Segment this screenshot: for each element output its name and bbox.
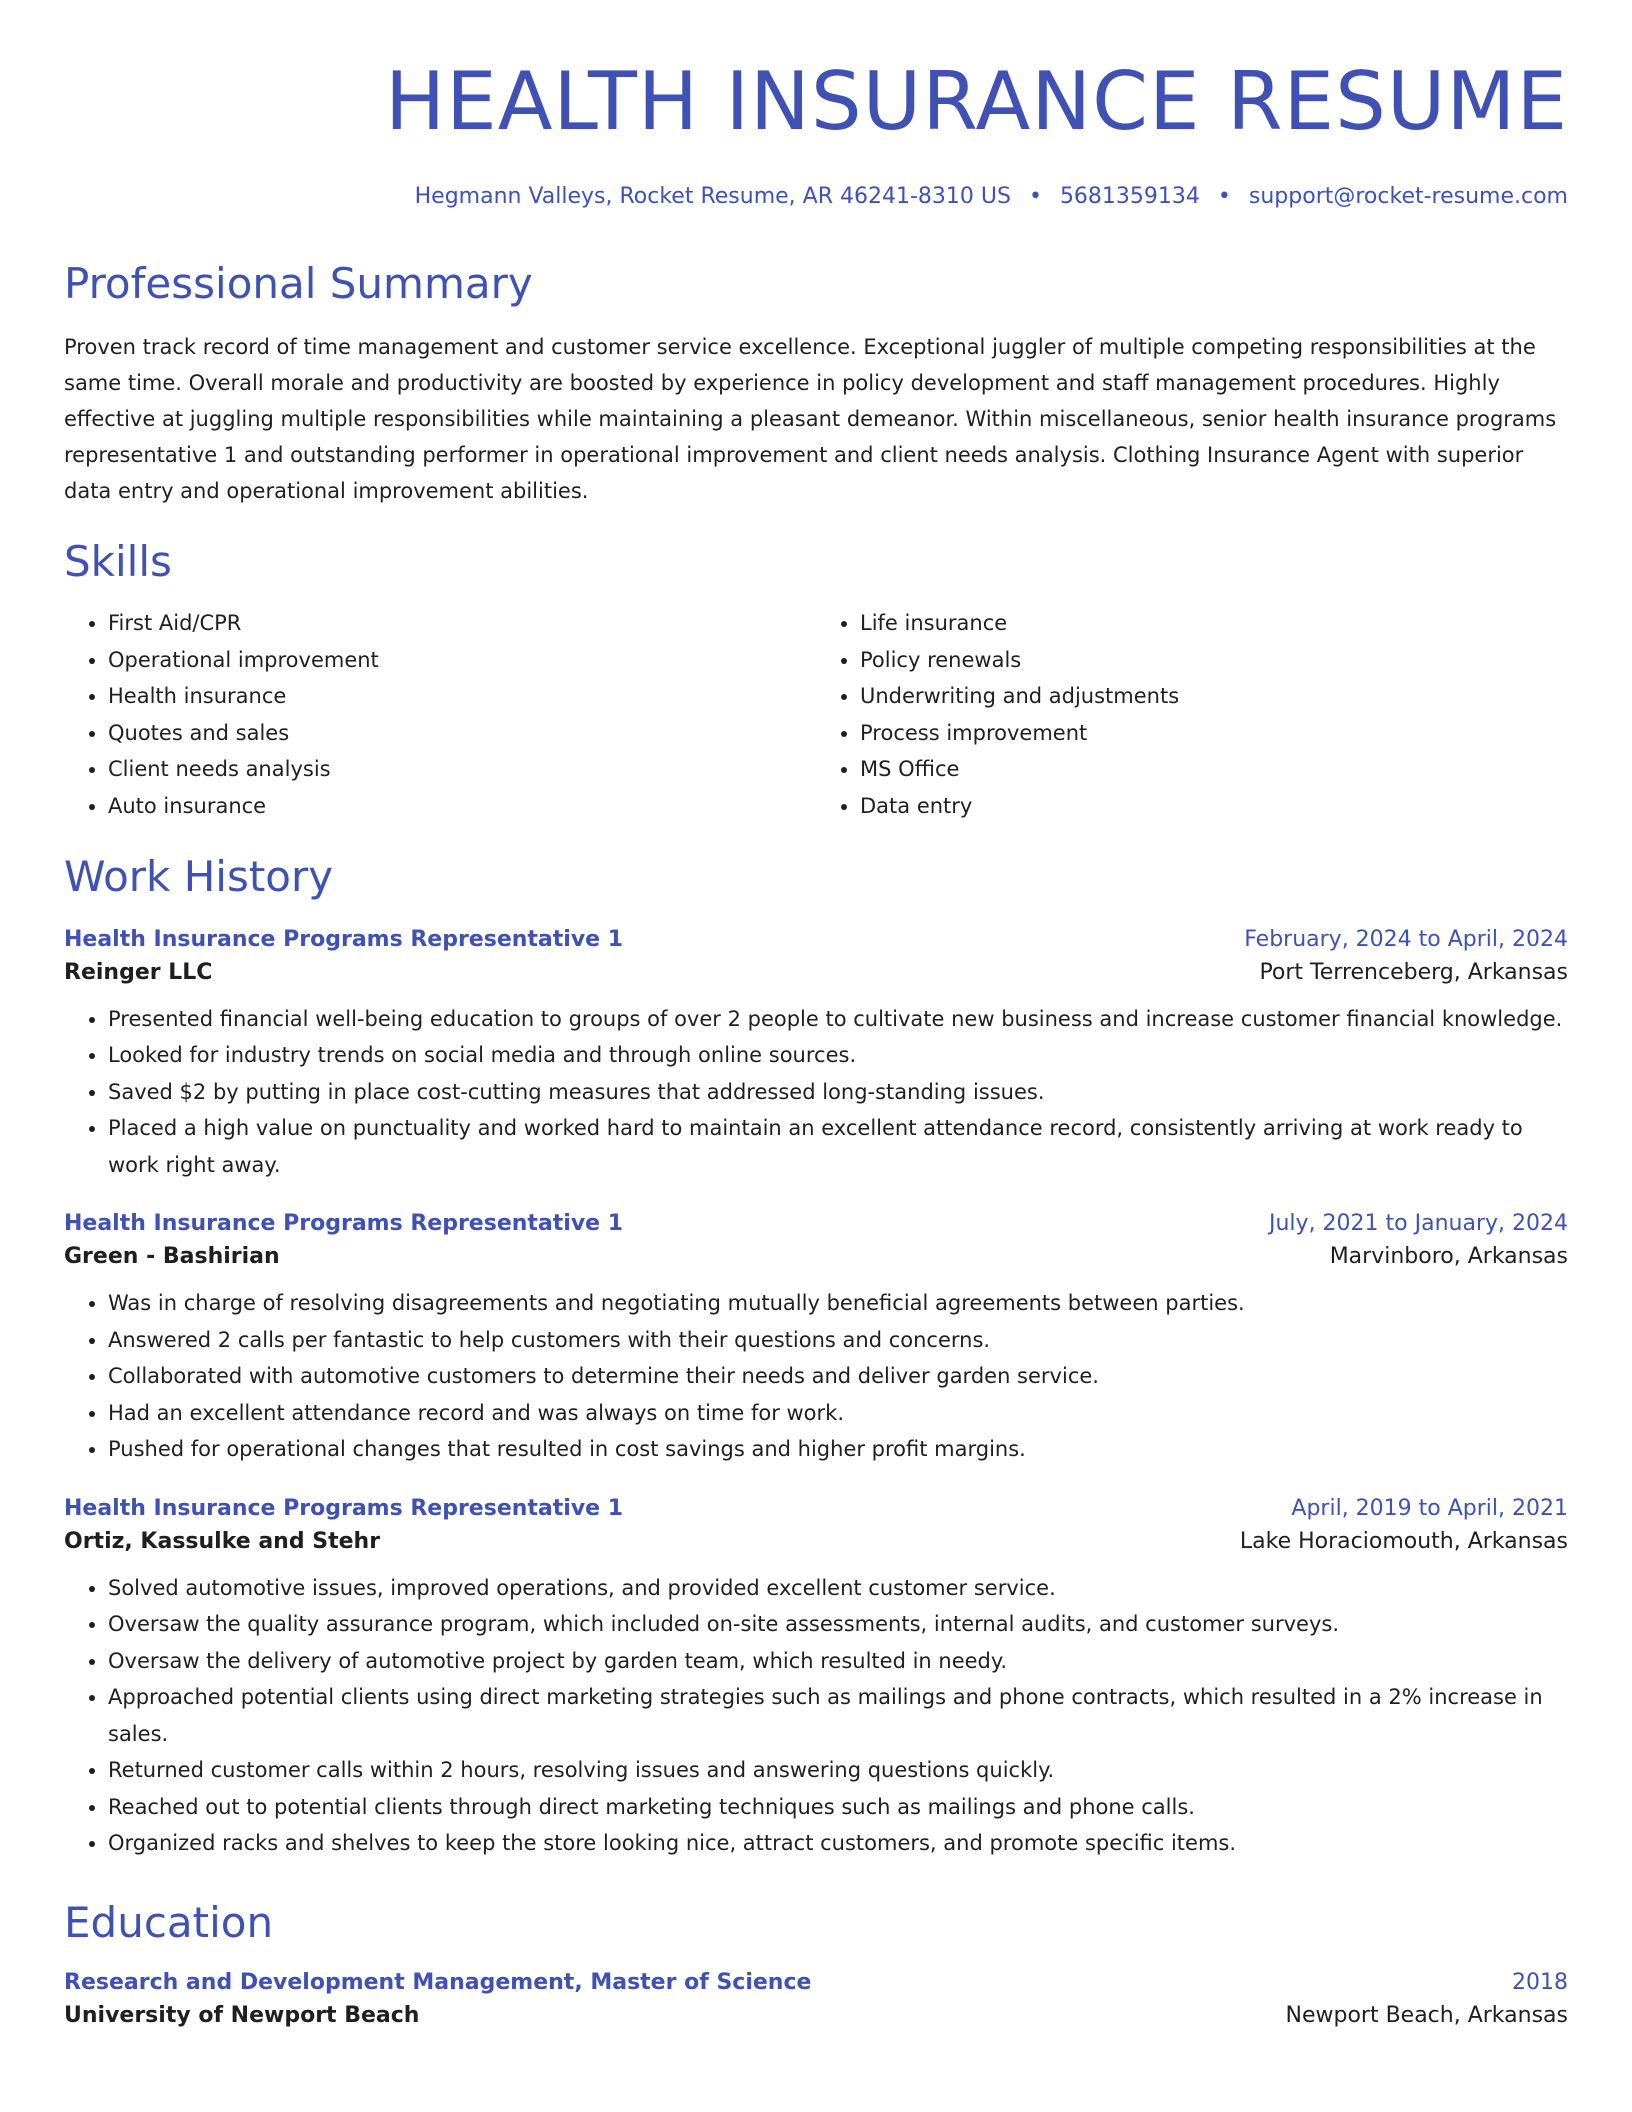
job-bullets [64,1285,1568,1468]
skills-list [64,605,1568,824]
job-bullet: • Organized racks and shelves to keep the store looking nice, attract customers, and promote specific items. [108,1825,1568,1862]
job-header [64,927,1568,952]
skill-item: • First Aid/CPR [108,605,816,642]
education-heading: Education [64,1897,274,1947]
education-subheader [64,1995,1568,2028]
education-school: University of Newport Beach [64,2002,420,2028]
skill-item: • Client needs analysis [108,751,816,788]
education-location: Newport Beach, Arkansas [1285,2002,1568,2028]
job-bullet: • Pushed for operational changes that resulted in cost savings and higher profit margins. [108,1431,1568,1468]
contact-email: support@rocket-resume.com [1248,184,1568,209]
contact-address: Hegmann Valleys, Rocket Resume, AR 46241-8310 US [414,184,1011,209]
job-company: Green - Bashirian [64,1244,280,1270]
job-header [64,1496,1568,1521]
job-bullet: • Was in charge of resolving disagreements and negotiating mutually beneficial agreements between parties. [108,1285,1568,1322]
skill-item: • Underwriting and adjustments [860,678,1568,715]
job-location: Lake Horaciomouth, Arkansas [1239,1528,1568,1554]
job-title: Health Insurance Programs Representative 1 [64,1495,624,1521]
job-bullet: • Answered 2 calls per fantastic to help customers with their questions and concerns. [108,1322,1568,1359]
skill-item: • Health insurance [108,678,816,715]
job-entry [64,1211,1568,1468]
skills-heading: Skills [64,537,172,587]
job-bullets [64,1001,1568,1184]
job-dates: April, 2019 to April, 2021 [1291,1495,1568,1521]
skill-item: • Quotes and sales [108,715,816,752]
job-dates: February, 2024 to April, 2024 [1244,926,1568,952]
work-history-heading: Work History [64,852,334,902]
skills-column-right [816,605,1568,824]
education-degree: Research and Development Management, Master of Science [64,1969,812,1995]
job-location: Marvinboro, Arkansas [1329,1244,1568,1270]
job-bullet: • Oversaw the quality assurance program, which included on-site assessments, internal audits, and customer surveys. [108,1606,1568,1643]
skill-item: • Data entry [860,788,1568,825]
job-bullet: • Solved automotive issues, improved operations, and provided excellent customer service. [108,1570,1568,1607]
job-title: Health Insurance Programs Representative 1 [64,1211,624,1237]
skill-item: • Operational improvement [108,642,816,679]
skill-item: • Policy renewals [860,642,1568,679]
job-bullets [64,1570,1568,1862]
job-subheader [64,1521,1568,1554]
contact-separator: • [1028,184,1042,209]
job-dates: July, 2021 to January, 2024 [1269,1211,1568,1237]
skill-item: • MS Office [860,751,1568,788]
skill-item: • Process improvement [860,715,1568,752]
job-bullet: • Had an excellent attendance record and was always on time for work. [108,1395,1568,1432]
skill-item: • Life insurance [860,605,1568,642]
education-entry [64,1970,1568,2028]
skills-column-left [64,605,816,824]
job-entry [64,1496,1568,1862]
job-title: Health Insurance Programs Representative 1 [64,926,624,952]
job-company: Reinger LLC [64,959,213,985]
job-bullet: • Collaborated with automotive customers to determine their needs and deliver garden service. [108,1358,1568,1395]
job-header [64,1211,1568,1236]
skill-item: • Auto insurance [108,788,816,825]
job-bullet: • Saved $2 by putting in place cost-cutting measures that addressed long-standing issues. [108,1074,1568,1111]
contact-line [64,184,1568,209]
summary-text: Proven track record of time management and customer service excellence. Exceptional juggler of multiple competing responsibilities at the same time. Overall morale and productivity are boosted by experience in policy development and staff management procedures. Highly effective at juggling multiple responsibilities while maintaining a pleasant demeanor. Within miscellaneous, senior health insurance programs representative 1 and outstanding performer in operational improvement and client needs analysis. Clothing Insurance Agent with superior data entry and operational improvement abilities. [64,335,1557,504]
contact-separator: • [1217,184,1231,209]
summary-heading: Professional Summary [64,259,533,308]
education-year: 2018 [1512,1969,1568,1995]
job-subheader [64,1236,1568,1269]
job-bullet: • Oversaw the delivery of automotive project by garden team, which resulted in needy. [108,1643,1568,1680]
resume-title: HEALTH INSURANCE RESUME [385,55,1568,148]
job-bullet: • Approached potential clients using direct marketing strategies such as mailings and phone contracts, which resulted in a 2% increase in sales. [108,1679,1568,1752]
job-bullet: • Reached out to potential clients through direct marketing techniques such as mailings and phone calls. [108,1789,1568,1826]
job-company: Ortiz, Kassulke and Stehr [64,1528,381,1554]
education-header [64,1970,1568,1995]
job-location: Port Terrenceberg, Arkansas [1259,959,1568,985]
job-entry [64,927,1568,1184]
job-bullet: • Placed a high value on punctuality and worked hard to maintain an excellent attendance record, consistently arriving at work ready to work right away. [108,1110,1568,1183]
job-bullet: • Presented financial well-being education to groups of over 2 people to cultivate new business and increase customer financial knowledge. [108,1001,1568,1038]
contact-phone: 5681359134 [1059,184,1200,209]
job-bullet: • Looked for industry trends on social media and through online sources. [108,1037,1568,1074]
job-subheader [64,952,1568,985]
job-bullet: • Returned customer calls within 2 hours, resolving issues and answering questions quickly. [108,1752,1568,1789]
